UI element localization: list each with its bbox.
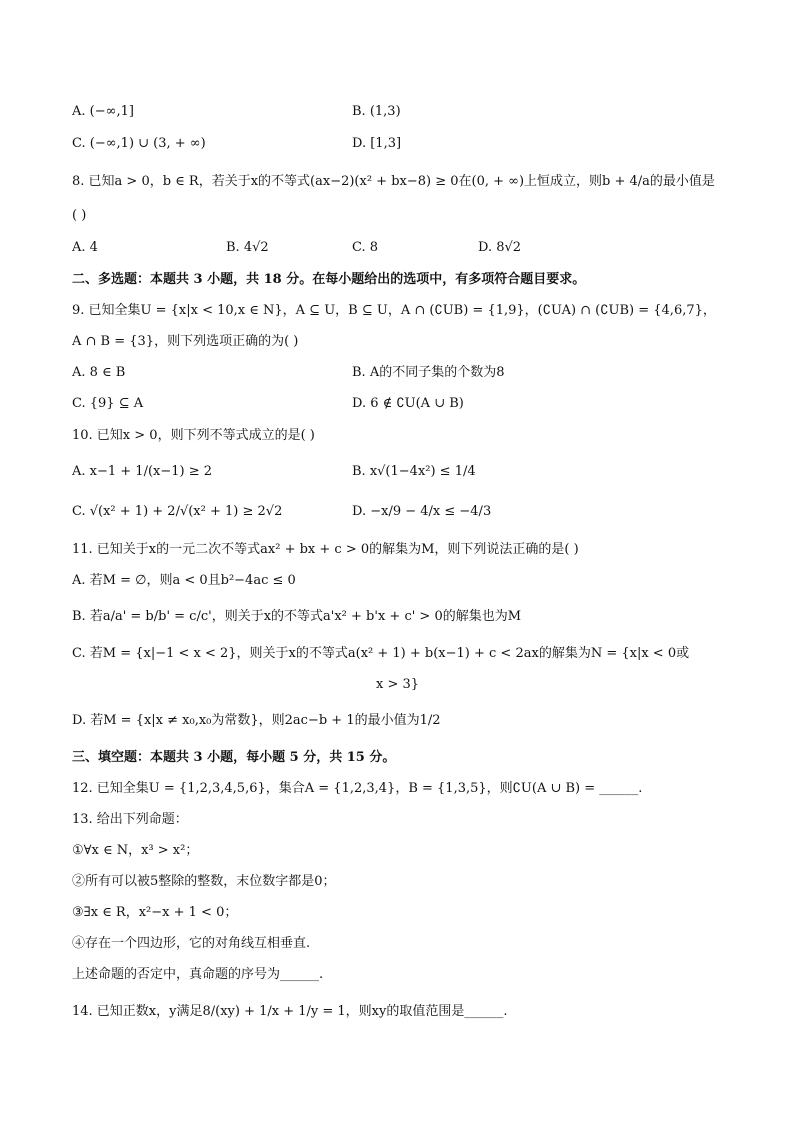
q8-option-d: D. 8√2 — [478, 240, 522, 255]
q9-option-a: A. 8 ∈ B — [72, 365, 126, 380]
q10-option-d: D. −x/9 − 4/x ≤ −4/3 — [352, 504, 492, 519]
q11-option-d: D. 若M = {x|x ≠ x₀,x₀为常数}，则2ac−b + 1的最小值为1/2 — [72, 713, 441, 728]
section3-heading: 三、填空题：本题共 3 小题，每小题 5 分，共 15 分。 — [72, 750, 396, 765]
q13-question: 上述命题的否定中，真命题的序号为______. — [72, 967, 324, 982]
q8-option-c: C. 8 — [352, 240, 379, 255]
q8-option-a: A. 4 — [72, 240, 98, 255]
q8-option-b: B. 4√2 — [226, 240, 269, 255]
q9-stem-line1: 9. 已知全集U = {x|x < 10,x ∈ N}，A ⊆ U，B ⊆ U，A ∩ (∁UB) = {1,9}，(∁UA) ∩ (∁UB) = {4,6,7}， — [72, 303, 716, 318]
q13-proposition-2: ②所有可以被5整除的整数，末位数字都是0； — [72, 874, 336, 889]
q9-option-c: C. {9} ⊆ A — [72, 396, 144, 411]
q7-option-a: A. (−∞,1] — [72, 104, 134, 119]
q8-answer-paren: ( ) — [72, 208, 87, 223]
q8-stem: 8. 已知a > 0，b ∈ R，若关于x的不等式(ax−2)(x² + bx−8) ≥ 0在(0, + ∞)上恒成立，则b + 4/a的最小值是 — [72, 174, 715, 189]
q13-proposition-1: ①∀x ∈ N，x³ > x²； — [72, 843, 199, 858]
q13-proposition-4: ④存在一个四边形，它的对角线互相垂直. — [72, 936, 311, 951]
q10-option-b: B. x√(1−4x²) ≤ 1/4 — [352, 464, 476, 479]
q10-option-c: C. √(x² + 1) + 2/√(x² + 1) ≥ 2√2 — [72, 504, 283, 519]
q7-option-d: D. [1,3] — [352, 136, 402, 151]
q7-option-c: C. (−∞,1) ∪ (3, + ∞) — [72, 136, 206, 151]
q11-stem: 11. 已知关于x的一元二次不等式ax² + bx + c > 0的解集为M，则下列说法正确的是( ) — [72, 542, 579, 557]
q10-option-a: A. x−1 + 1/(x−1) ≥ 2 — [72, 464, 213, 479]
q13-stem: 13. 给出下列命题： — [72, 812, 188, 827]
q11-option-a: A. 若M = ∅，则a < 0且b²−4ac ≤ 0 — [72, 573, 296, 588]
q9-option-d: D. 6 ∉ ∁U(A ∪ B) — [352, 396, 464, 411]
q13-proposition-3: ③∃x ∈ R，x²−x + 1 < 0； — [72, 905, 238, 920]
q14-stem: 14. 已知正数x，y满足8/(xy) + 1/x + 1/y = 1，则xy的取值范围是______. — [72, 1004, 508, 1019]
section2-heading: 二、多选题：本题共 3 小题，共 18 分。在每小题给出的选项中，有多项符合题目要求。 — [72, 272, 586, 287]
q11-option-c-line2: x > 3} — [376, 677, 420, 692]
q7-option-b: B. (1,3) — [352, 104, 401, 119]
q9-option-b: B. A的不同子集的个数为8 — [352, 365, 505, 380]
q11-option-c-line1: C. 若M = {x|−1 < x < 2}，则关于x的不等式a(x² + 1) + b(x−1) + c < 2ax的解集为N = {x|x < 0或 — [72, 646, 690, 661]
q11-option-b: B. 若a/a' = b/b' = c/c'，则关于x的不等式a'x² + b'x + c' > 0的解集也为M — [72, 609, 522, 624]
q10-stem: 10. 已知x > 0，则下列不等式成立的是( ) — [72, 428, 315, 443]
q12-stem: 12. 已知全集U = {1,2,3,4,5,6}，集合A = {1,2,3,4}，B = {1,3,5}，则∁U(A ∪ B) = ______. — [72, 781, 643, 796]
q9-stem-line2: A ∩ B = {3}，则下列选项正确的为( ) — [72, 334, 299, 349]
